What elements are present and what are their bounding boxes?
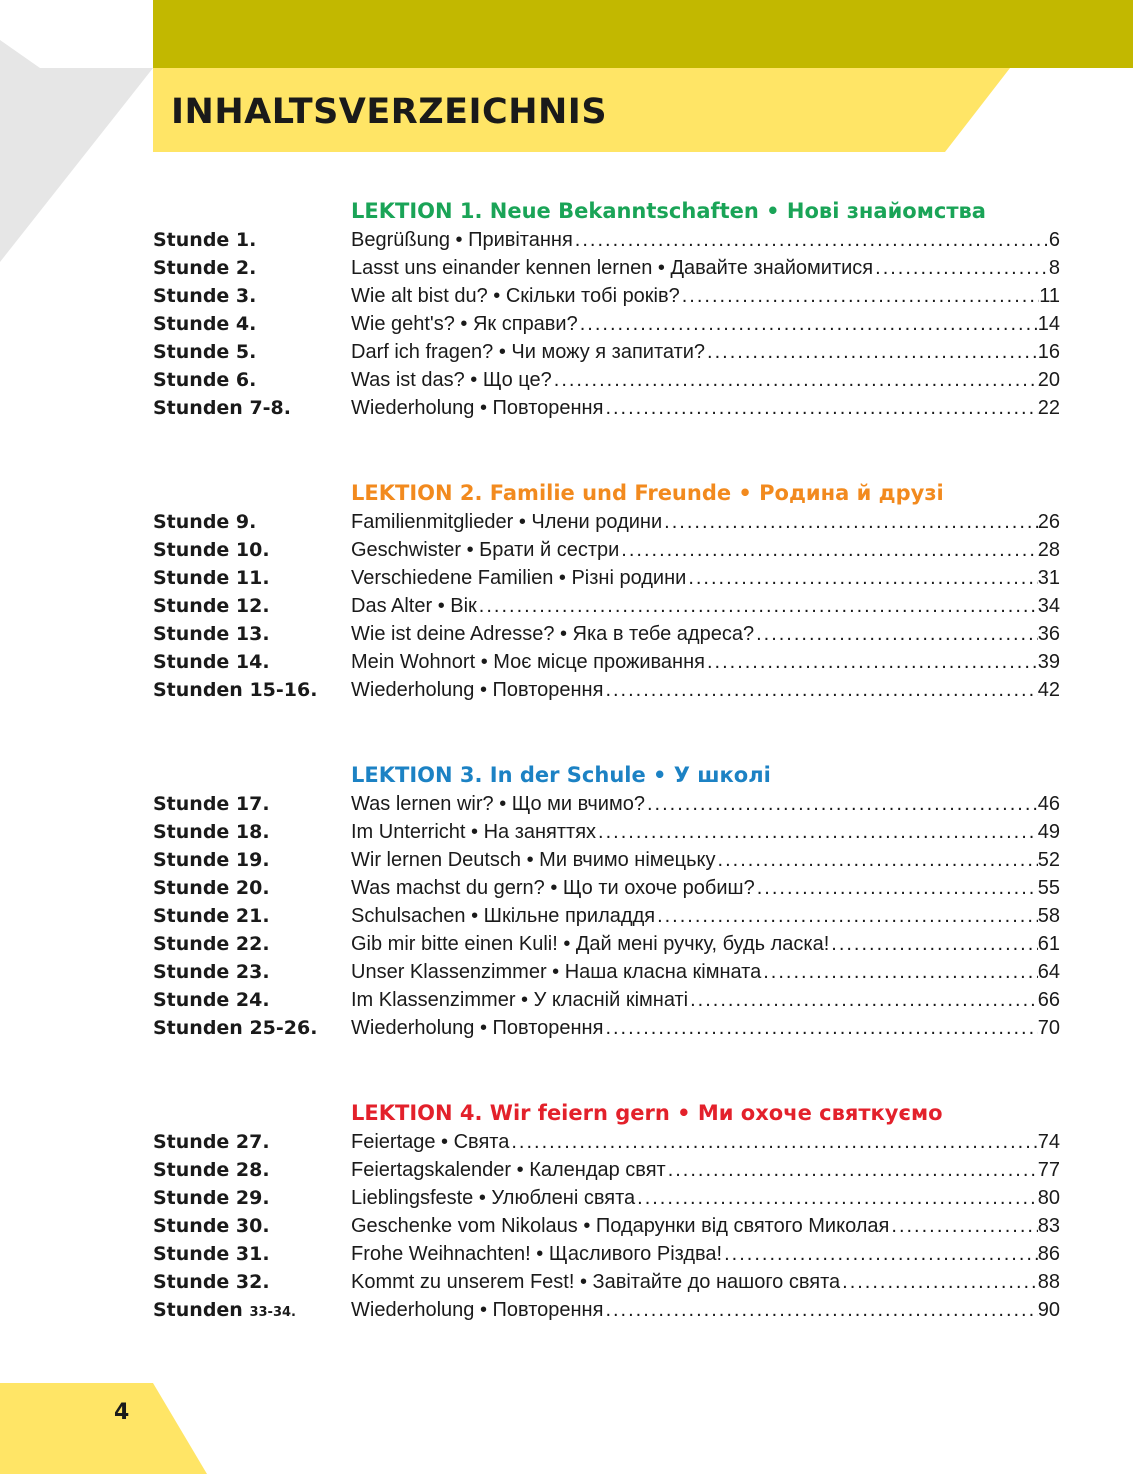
toc-entry[interactable] <box>153 846 1060 874</box>
toc-entry[interactable] <box>153 818 1060 846</box>
topic-title: Gib mir bitte einen Kuli! • Дай мені ручку, будь ласка! <box>351 933 830 955</box>
topic-title: Wiederholung • Повторення <box>351 679 604 701</box>
stunde-label <box>153 226 351 254</box>
stunde-label <box>153 366 351 394</box>
topic-line <box>351 648 1060 676</box>
topic-line <box>351 1296 1060 1324</box>
topic-title: Feiertagskalender • Календар свят <box>351 1159 666 1181</box>
topic-title: Wir lernen Deutsch • Ми вчимо німецьку <box>351 849 716 871</box>
stunde-text: Stunde 13. <box>153 623 270 645</box>
stunde-text: Stunde 18. <box>153 821 270 843</box>
stunde-label <box>153 338 351 366</box>
topic-line <box>351 592 1060 620</box>
topic-line <box>351 874 1060 902</box>
page-reference: 11 <box>1039 285 1060 307</box>
stunde-label <box>153 1156 351 1184</box>
toc-entry[interactable] <box>153 902 1060 930</box>
topic-line <box>351 1240 1060 1268</box>
page-reference: 70 <box>1037 1017 1060 1039</box>
stunde-text: Stunde 22. <box>153 933 270 955</box>
dot-leader <box>680 282 1039 310</box>
toc-entry[interactable] <box>153 226 1060 254</box>
dot-leader <box>840 1268 1038 1296</box>
topic-line <box>351 986 1060 1014</box>
dot-leader <box>635 1184 1038 1212</box>
toc-entry[interactable] <box>153 648 1060 676</box>
stunde-text: Stunde 24. <box>153 989 270 1011</box>
topic-title: Was machst du gern? • Що ти охоче робиш? <box>351 877 755 899</box>
stunde-label <box>153 310 351 338</box>
dot-leader <box>873 254 1049 282</box>
stunde-label <box>153 536 351 564</box>
page-reference: 16 <box>1037 341 1060 363</box>
topic-line <box>351 310 1060 338</box>
topic-title: Familienmitglieder • Члени родини <box>351 511 663 533</box>
topic-line <box>351 902 1060 930</box>
toc-entry[interactable] <box>153 930 1060 958</box>
lesson-section <box>153 478 1060 704</box>
stunde-label <box>153 790 351 818</box>
page-reference: 14 <box>1037 313 1060 335</box>
page-reference: 42 <box>1037 679 1060 701</box>
lesson-title: LEKTION 4. Wir feiern gern • Ми охоче святкуємо <box>351 1101 943 1125</box>
yellow-footer-shape <box>0 1383 207 1474</box>
lesson-title: LEKTION 3. In der Schule • У школі <box>351 763 771 787</box>
dot-leader <box>603 676 1037 704</box>
topic-title: Schulsachen • Шкільне приладдя <box>351 905 656 927</box>
dot-leader <box>705 338 1038 366</box>
topic-line <box>351 958 1060 986</box>
topic-title: Mein Wohnort • Моє місце проживання <box>351 651 705 673</box>
page-number: 4 <box>114 1400 130 1425</box>
toc-entry[interactable] <box>153 394 1060 422</box>
topic-line <box>351 790 1060 818</box>
page-reference: 80 <box>1037 1187 1060 1209</box>
stunde-text: Stunde 20. <box>153 877 270 899</box>
topic-title: Was ist das? • Що це? <box>351 369 552 391</box>
stunde-text: Stunde 11. <box>153 567 270 589</box>
topic-line <box>351 846 1060 874</box>
topic-line <box>351 226 1060 254</box>
toc-entry[interactable] <box>153 1184 1060 1212</box>
topic-title: Unser Klassenzimmer • Наша класна кімната <box>351 961 762 983</box>
lesson-section <box>153 1098 1060 1324</box>
stunde-label <box>153 676 351 704</box>
topic-title: Im Unterricht • На заняттях <box>351 821 597 843</box>
stunde-label <box>153 620 351 648</box>
stunde-label <box>153 874 351 902</box>
dot-leader <box>603 394 1037 422</box>
dot-leader <box>509 1128 1037 1156</box>
toc-entry[interactable] <box>153 310 1060 338</box>
page-reference: 34 <box>1037 595 1060 617</box>
toc-entry[interactable] <box>153 676 1060 704</box>
toc-entry[interactable] <box>153 564 1060 592</box>
topic-line <box>351 1156 1060 1184</box>
topic-title: Wiederholung • Повторення <box>351 397 604 419</box>
page-reference: 20 <box>1037 369 1060 391</box>
topic-title: Im Klassenzimmer • У класній кімнаті <box>351 989 689 1011</box>
olive-header-band <box>153 0 1133 68</box>
topic-line <box>351 338 1060 366</box>
stunde-label <box>153 592 351 620</box>
page-reference: 46 <box>1037 793 1060 815</box>
topic-title: Feiertage • Свята <box>351 1131 510 1153</box>
page-reference: 61 <box>1037 933 1060 955</box>
stunde-text: Stunde 27. <box>153 1131 270 1153</box>
dot-leader <box>619 536 1037 564</box>
topic-line <box>351 536 1060 564</box>
page-reference: 77 <box>1037 1159 1060 1181</box>
dot-leader <box>761 958 1038 986</box>
stunde-text: Stunde 3. <box>153 285 257 307</box>
topic-line <box>351 1212 1060 1240</box>
dot-leader <box>716 846 1038 874</box>
page-reference: 26 <box>1037 511 1060 533</box>
dot-leader <box>686 564 1037 592</box>
stunde-label <box>153 1296 351 1324</box>
dot-leader <box>755 874 1038 902</box>
topic-line <box>351 366 1060 394</box>
toc-entry[interactable] <box>153 338 1060 366</box>
stunde-label <box>153 648 351 676</box>
dot-leader <box>645 790 1038 818</box>
stunde-text: Stunde 9. <box>153 511 257 533</box>
stunde-text: Stunden 7-8. <box>153 397 291 419</box>
toc-entry[interactable] <box>153 1268 1060 1296</box>
lesson-title: LEKTION 1. Neue Bekanntschaften • Нові знайомства <box>351 199 986 223</box>
topic-title: Frohe Weihnachten! • Щасливого Різдва! <box>351 1243 723 1265</box>
stunde-label <box>153 564 351 592</box>
stunde-label <box>153 508 351 536</box>
topic-title: Geschwister • Брати й сестри <box>351 539 620 561</box>
stunde-text: Stunde 32. <box>153 1271 270 1293</box>
page-reference: 83 <box>1037 1215 1060 1237</box>
grey-triangle-decoration <box>0 40 153 262</box>
topic-title: Wie ist deine Adresse? • Яка в тебе адреса? <box>351 623 755 645</box>
stunde-text: Stunde 2. <box>153 257 257 279</box>
lesson-title: LEKTION 2. Familie und Freunde • Родина й друзі <box>351 481 944 505</box>
dot-leader <box>578 310 1038 338</box>
toc-entry[interactable] <box>153 874 1060 902</box>
dot-leader <box>552 366 1038 394</box>
stunde-label <box>153 394 351 422</box>
stunde-text: Stunde 28. <box>153 1159 270 1181</box>
stunde-text: Stunde 29. <box>153 1187 270 1209</box>
lesson-section <box>153 760 1060 1042</box>
toc-entry[interactable] <box>153 366 1060 394</box>
dot-leader <box>596 818 1038 846</box>
page-reference: 88 <box>1037 1271 1060 1293</box>
stunde-label <box>153 958 351 986</box>
stunde-number: 33-34. <box>249 1305 296 1320</box>
stunde-label <box>153 986 351 1014</box>
dot-leader <box>603 1014 1037 1042</box>
topic-line <box>351 818 1060 846</box>
page-reference: 22 <box>1037 397 1060 419</box>
topic-title: Wiederholung • Повторення <box>351 1017 604 1039</box>
dot-leader <box>573 226 1049 254</box>
page-reference: 86 <box>1037 1243 1060 1265</box>
topic-line <box>351 620 1060 648</box>
topic-line <box>351 1268 1060 1296</box>
page-reference: 90 <box>1037 1299 1060 1321</box>
toc-entry[interactable] <box>153 536 1060 564</box>
stunde-text: Stunde 5. <box>153 341 257 363</box>
stunde-label <box>153 818 351 846</box>
stunde-label <box>153 902 351 930</box>
stunde-text: Stunde 4. <box>153 313 257 335</box>
stunde-label <box>153 282 351 310</box>
toc-entry[interactable] <box>153 790 1060 818</box>
page-title: INHALTSVERZEICHNIS <box>171 92 608 132</box>
toc-entry[interactable] <box>153 1128 1060 1156</box>
topic-line <box>351 254 1060 282</box>
toc-entry[interactable] <box>153 1014 1060 1042</box>
topic-title: Kommt zu unserem Fest! • Завітайте до нашого свята <box>351 1271 841 1293</box>
topic-line <box>351 1014 1060 1042</box>
topic-line <box>351 676 1060 704</box>
topic-title: Wie alt bist du? • Скільки тобі років? <box>351 285 680 307</box>
toc-entry[interactable] <box>153 1212 1060 1240</box>
topic-line <box>351 1128 1060 1156</box>
topic-title: Was lernen wir? • Що ми вчимо? <box>351 793 645 815</box>
dot-leader <box>655 902 1038 930</box>
page-reference: 74 <box>1037 1131 1060 1153</box>
toc-entry[interactable] <box>153 1296 1060 1324</box>
topic-title: Begrüßung • Привітання <box>351 229 573 251</box>
page-reference: 55 <box>1037 877 1060 899</box>
topic-title: Wiederholung • Повторення <box>351 1299 604 1321</box>
stunde-text: Stunde 12. <box>153 595 270 617</box>
toc-entry[interactable] <box>153 1240 1060 1268</box>
toc-entry[interactable] <box>153 508 1060 536</box>
stunde-text: Stunde 1. <box>153 229 257 251</box>
topic-line <box>351 1184 1060 1212</box>
dot-leader <box>829 930 1037 958</box>
stunde-text: Stunden <box>153 1299 243 1321</box>
stunde-text: Stunde 21. <box>153 905 270 927</box>
stunde-text: Stunde 14. <box>153 651 270 673</box>
dot-leader <box>603 1296 1037 1324</box>
stunde-label <box>153 1128 351 1156</box>
topic-title: Darf ich fragen? • Чи можу я запитати? <box>351 341 706 363</box>
stunde-label <box>153 1014 351 1042</box>
page-reference: 64 <box>1037 961 1060 983</box>
dot-leader <box>722 1240 1038 1268</box>
topic-title: Wie geht's? • Як справи? <box>351 313 578 335</box>
topic-title: Lasst uns einander kennen lernen • Давайте знайомитися <box>351 257 874 279</box>
stunde-label <box>153 930 351 958</box>
topic-line <box>351 564 1060 592</box>
toc-entry[interactable] <box>153 958 1060 986</box>
dot-leader <box>477 592 1038 620</box>
topic-title: Verschiedene Familien • Різні родини <box>351 567 687 589</box>
stunde-label <box>153 1240 351 1268</box>
topic-line <box>351 508 1060 536</box>
stunde-label <box>153 1268 351 1296</box>
stunde-label <box>153 846 351 874</box>
stunde-text: Stunde 23. <box>153 961 270 983</box>
dot-leader <box>688 986 1038 1014</box>
stunde-label <box>153 1184 351 1212</box>
topic-line <box>351 282 1060 310</box>
stunde-text: Stunden 15-16. <box>153 679 318 701</box>
toc-entry[interactable] <box>153 254 1060 282</box>
table-of-contents <box>153 196 1060 1380</box>
page-reference: 52 <box>1037 849 1060 871</box>
page-reference: 58 <box>1037 905 1060 927</box>
toc-entry[interactable] <box>153 986 1060 1014</box>
stunde-text: Stunde 10. <box>153 539 270 561</box>
topic-line <box>351 930 1060 958</box>
toc-entry[interactable] <box>153 282 1060 310</box>
dot-leader <box>666 1156 1038 1184</box>
stunde-text: Stunde 6. <box>153 369 257 391</box>
topic-title: Lieblingsfeste • Улюблені свята <box>351 1187 636 1209</box>
topic-line <box>351 394 1060 422</box>
dot-leader <box>754 620 1038 648</box>
stunde-text: Stunde 31. <box>153 1243 270 1265</box>
toc-entry[interactable] <box>153 592 1060 620</box>
toc-entry[interactable] <box>153 1156 1060 1184</box>
page-reference: 39 <box>1037 651 1060 673</box>
page-reference: 28 <box>1037 539 1060 561</box>
page-reference: 66 <box>1037 989 1060 1011</box>
stunde-text: Stunde 17. <box>153 793 270 815</box>
dot-leader <box>705 648 1038 676</box>
page-reference: 36 <box>1037 623 1060 645</box>
dot-leader <box>889 1212 1037 1240</box>
stunde-text: Stunde 30. <box>153 1215 270 1237</box>
page-reference: 31 <box>1037 567 1060 589</box>
topic-title: Geschenke vom Nikolaus • Подарунки від святого Миколая <box>351 1215 890 1237</box>
page-reference: 49 <box>1037 821 1060 843</box>
stunde-text: Stunden 25-26. <box>153 1017 318 1039</box>
page-reference: 6 <box>1048 229 1060 251</box>
page-reference: 8 <box>1048 257 1060 279</box>
dot-leader <box>662 508 1038 536</box>
stunde-label <box>153 254 351 282</box>
stunde-label <box>153 1212 351 1240</box>
lesson-section <box>153 196 1060 422</box>
topic-title: Das Alter • Вік <box>351 595 477 617</box>
stunde-text: Stunde 19. <box>153 849 270 871</box>
toc-entry[interactable] <box>153 620 1060 648</box>
